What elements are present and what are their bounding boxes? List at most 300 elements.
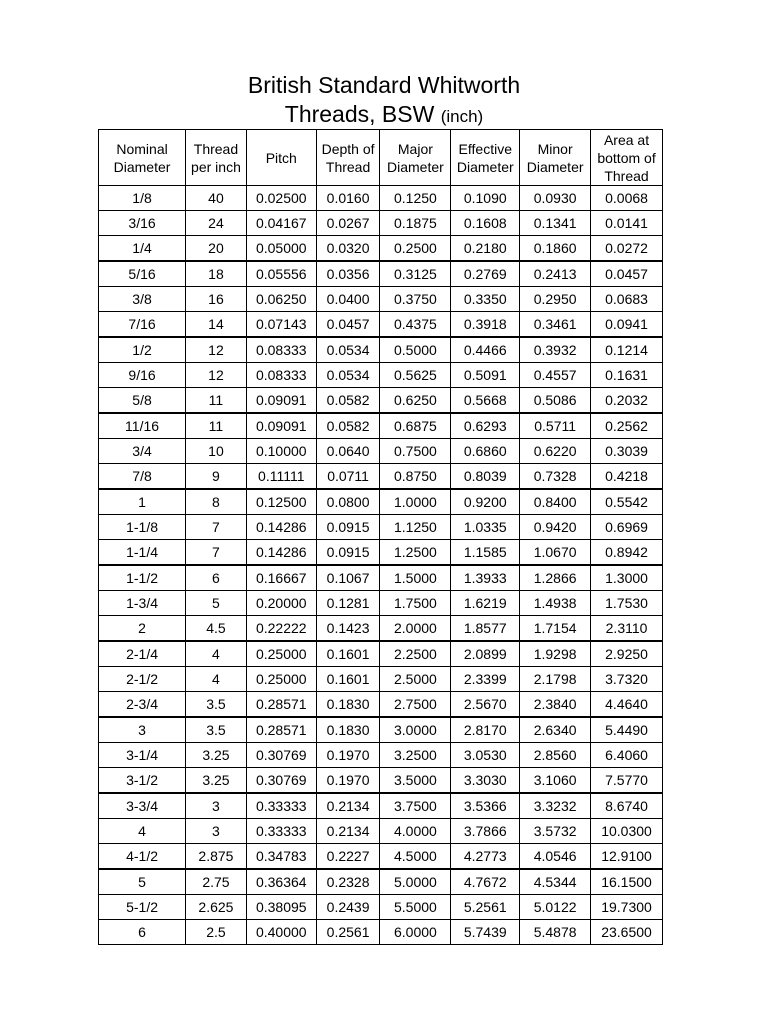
table-cell: 0.12500	[246, 489, 316, 515]
table-cell: 11	[186, 388, 247, 414]
table-row	[99, 768, 663, 794]
table-cell: 1.7500	[380, 591, 451, 616]
table-cell: 1.0335	[451, 515, 520, 540]
table-cell: 0.1250	[380, 186, 451, 211]
table-cell: 5.5000	[380, 895, 451, 920]
table-cell: 0.9420	[520, 515, 591, 540]
table-cell: 2.8170	[451, 717, 520, 743]
table-cell: 5.4490	[591, 717, 663, 743]
table-cell: 0.2500	[380, 236, 451, 262]
table-cell: 4.0000	[380, 819, 451, 844]
table-cell: 5/8	[99, 388, 186, 414]
table-cell: 1-1/4	[99, 540, 186, 566]
table-cell: 0.10000	[246, 439, 316, 464]
column-header-line: Nominal	[116, 140, 168, 157]
table-cell: 11	[186, 413, 247, 439]
table-cell: 3.3030	[451, 768, 520, 794]
table-cell: 4.5344	[520, 869, 591, 895]
table-cell: 1/8	[99, 186, 186, 211]
table-cell: 0.1875	[380, 211, 451, 236]
table-cell: 5-1/2	[99, 895, 186, 920]
table-cell: 0.14286	[246, 540, 316, 566]
table-cell: 12.9100	[591, 844, 663, 870]
table-cell: 1.0000	[380, 489, 451, 515]
table-cell: 0.8942	[591, 540, 663, 566]
table-cell: 0.1608	[451, 211, 520, 236]
table-cell: 0.0683	[591, 287, 663, 312]
table-cell: 1.6219	[451, 591, 520, 616]
table-cell: 2.8560	[520, 743, 591, 768]
title-line-1: British Standard Whitworth	[247, 72, 521, 98]
table-cell: 0.8400	[520, 489, 591, 515]
table-cell: 4	[186, 667, 247, 692]
table-cell: 0.4375	[380, 312, 451, 338]
table-cell: 24	[186, 211, 247, 236]
table-cell: 0.0272	[591, 236, 663, 262]
table-cell: 7/16	[99, 312, 186, 338]
table-cell: 0.8750	[380, 464, 451, 490]
table-cell: 7.5770	[591, 768, 663, 794]
table-cell: 0.0160	[316, 186, 380, 211]
table-cell: 1	[99, 489, 186, 515]
table-cell: 0.04167	[246, 211, 316, 236]
table-cell: 0.06250	[246, 287, 316, 312]
table-cell: 9/16	[99, 363, 186, 388]
table-cell: 3.0530	[451, 743, 520, 768]
table-cell: 1.4938	[520, 591, 591, 616]
table-cell: 0.4218	[591, 464, 663, 490]
table-cell: 2.0000	[380, 616, 451, 642]
table-cell: 2-3/4	[99, 692, 186, 718]
table-cell: 0.08333	[246, 337, 316, 363]
table-cell: 4.7672	[451, 869, 520, 895]
table-cell: 4.2773	[451, 844, 520, 870]
title-unit: (inch)	[440, 107, 484, 126]
table-cell: 0.0800	[316, 489, 380, 515]
table-cell: 0.6293	[451, 413, 520, 439]
table-row	[99, 337, 663, 363]
table-cell: 3	[186, 793, 247, 819]
table-row	[99, 540, 663, 566]
table-cell: 0.2769	[451, 261, 520, 287]
table-cell: 2.875	[186, 844, 247, 870]
table-row	[99, 489, 663, 515]
table-cell: 0.1090	[451, 186, 520, 211]
table-cell: 1.1250	[380, 515, 451, 540]
table-cell: 14	[186, 312, 247, 338]
table-cell: 20	[186, 236, 247, 262]
table-cell: 1.3933	[451, 565, 520, 591]
table-row	[99, 743, 663, 768]
table-cell: 0.5542	[591, 489, 663, 515]
table-cell: 0.0356	[316, 261, 380, 287]
table-row	[99, 439, 663, 464]
table-row	[99, 211, 663, 236]
table-cell: 0.0640	[316, 439, 380, 464]
table-cell: 0.1830	[316, 692, 380, 718]
table-cell: 1/2	[99, 337, 186, 363]
table-cell: 5.0000	[380, 869, 451, 895]
table-row	[99, 793, 663, 819]
column-header-line: Thread	[193, 140, 239, 157]
column-header	[591, 130, 663, 186]
column-header	[316, 130, 380, 186]
table-cell: 3-3/4	[99, 793, 186, 819]
column-header-line: Depth of	[321, 140, 375, 157]
table-cell: 0.9200	[451, 489, 520, 515]
table-cell: 0.40000	[246, 920, 316, 945]
table-cell: 0.4466	[451, 337, 520, 363]
table-cell: 6	[186, 565, 247, 591]
table-cell: 0.8039	[451, 464, 520, 490]
table-row	[99, 464, 663, 490]
table-cell: 3	[99, 717, 186, 743]
table-cell: 0.5711	[520, 413, 591, 439]
table-cell: 0.0915	[316, 540, 380, 566]
table-cell: 5.4878	[520, 920, 591, 945]
table-cell: 0.1970	[316, 743, 380, 768]
title-line-2: Threads, BSW	[284, 101, 435, 127]
table-cell: 0.1423	[316, 616, 380, 642]
table-cell: 0.28571	[246, 692, 316, 718]
table-row	[99, 869, 663, 895]
table-cell: 4	[186, 641, 247, 667]
table-body	[99, 186, 663, 945]
table-cell: 8.6740	[591, 793, 663, 819]
table-cell: 3/8	[99, 287, 186, 312]
table-cell: 0.30769	[246, 743, 316, 768]
table-cell: 0.1601	[316, 667, 380, 692]
column-header-line: Major	[397, 140, 433, 157]
table-cell: 16.1500	[591, 869, 663, 895]
column-header	[520, 130, 591, 186]
table-cell: 3/4	[99, 439, 186, 464]
table-cell: 3.1060	[520, 768, 591, 794]
table-cell: 4	[99, 819, 186, 844]
table-cell: 6.4060	[591, 743, 663, 768]
table-cell: 0.0267	[316, 211, 380, 236]
table-cell: 0.2439	[316, 895, 380, 920]
table-cell: 0.1830	[316, 717, 380, 743]
table-cell: 8	[186, 489, 247, 515]
table-cell: 0.2032	[591, 388, 663, 414]
table-cell: 0.3350	[451, 287, 520, 312]
table-row	[99, 363, 663, 388]
table-cell: 1.5000	[380, 565, 451, 591]
table-cell: 1/4	[99, 236, 186, 262]
table-cell: 0.2561	[316, 920, 380, 945]
table-cell: 7	[186, 515, 247, 540]
column-header-line: Diameter	[113, 158, 171, 175]
table-cell: 2.5	[186, 920, 247, 945]
table-cell: 12	[186, 363, 247, 388]
table-cell: 3/16	[99, 211, 186, 236]
table-cell: 0.5625	[380, 363, 451, 388]
table-cell: 1.2866	[520, 565, 591, 591]
table-cell: 0.0457	[591, 261, 663, 287]
table-cell: 3.7320	[591, 667, 663, 692]
table-cell: 12	[186, 337, 247, 363]
table-cell: 0.20000	[246, 591, 316, 616]
table-cell: 0.5086	[520, 388, 591, 414]
table-cell: 3.3232	[520, 793, 591, 819]
column-header	[246, 130, 316, 186]
page-title	[0, 71, 768, 99]
table-cell: 0.0915	[316, 515, 380, 540]
table-cell: 0.1067	[316, 565, 380, 591]
table-cell: 0.16667	[246, 565, 316, 591]
table-cell: 0.2180	[451, 236, 520, 262]
table-cell: 0.28571	[246, 717, 316, 743]
table-cell: 0.5000	[380, 337, 451, 363]
table-cell: 2.0899	[451, 641, 520, 667]
table-cell: 0.1601	[316, 641, 380, 667]
table-cell: 0.3461	[520, 312, 591, 338]
table-row	[99, 186, 663, 211]
table-cell: 0.0320	[316, 236, 380, 262]
table-cell: 0.0941	[591, 312, 663, 338]
column-header-line: Diameter	[526, 158, 584, 175]
table-row	[99, 920, 663, 945]
bsw-thread-table	[98, 129, 663, 945]
table-cell: 2.7500	[380, 692, 451, 718]
table-row	[99, 565, 663, 591]
table-cell: 4.0546	[520, 844, 591, 870]
table-cell: 0.6875	[380, 413, 451, 439]
table-cell: 0.0534	[316, 363, 380, 388]
table-cell: 2.1798	[520, 667, 591, 692]
table-cell: 0.3750	[380, 287, 451, 312]
table-cell: 0.2134	[316, 819, 380, 844]
table-cell: 6	[99, 920, 186, 945]
table-cell: 16	[186, 287, 247, 312]
table-cell: 2-1/4	[99, 641, 186, 667]
table-cell: 10	[186, 439, 247, 464]
column-header-line: Diameter	[387, 158, 444, 175]
table-row	[99, 413, 663, 439]
table-cell: 0.2227	[316, 844, 380, 870]
table-cell: 0.7328	[520, 464, 591, 490]
table-cell: 5.0122	[520, 895, 591, 920]
table-cell: 2.3110	[591, 616, 663, 642]
table-cell: 0.30769	[246, 768, 316, 794]
table-cell: 2.9250	[591, 641, 663, 667]
table-cell: 2.625	[186, 895, 247, 920]
table-cell: 1-1/8	[99, 515, 186, 540]
table-cell: 7	[186, 540, 247, 566]
table-cell: 0.2950	[520, 287, 591, 312]
table-row	[99, 895, 663, 920]
table-row	[99, 312, 663, 338]
table-cell: 9	[186, 464, 247, 490]
table-cell: 40	[186, 186, 247, 211]
column-header-line: Pitch	[265, 149, 297, 166]
table-cell: 2.2500	[380, 641, 451, 667]
table-cell: 1-3/4	[99, 591, 186, 616]
table-cell: 1.7530	[591, 591, 663, 616]
table-cell: 11/16	[99, 413, 186, 439]
table-cell: 2.5000	[380, 667, 451, 692]
table-row	[99, 819, 663, 844]
column-header	[186, 130, 247, 186]
table-cell: 3.5732	[520, 819, 591, 844]
table-cell: 2.3399	[451, 667, 520, 692]
table-cell: 0.0582	[316, 413, 380, 439]
table-cell: 3-1/2	[99, 768, 186, 794]
table-cell: 3.7866	[451, 819, 520, 844]
table-cell: 0.0534	[316, 337, 380, 363]
table-cell: 3.5	[186, 717, 247, 743]
table-cell: 18	[186, 261, 247, 287]
table-row	[99, 287, 663, 312]
table-cell: 5.2561	[451, 895, 520, 920]
table-cell: 1.1585	[451, 540, 520, 566]
table-row	[99, 667, 663, 692]
table-cell: 3.5366	[451, 793, 520, 819]
table-cell: 0.34783	[246, 844, 316, 870]
table-cell: 2.3840	[520, 692, 591, 718]
table-cell: 0.2562	[591, 413, 663, 439]
table-cell: 0.09091	[246, 388, 316, 414]
table-cell: 0.3125	[380, 261, 451, 287]
table-cell: 0.36364	[246, 869, 316, 895]
table-cell: 3.5000	[380, 768, 451, 794]
table-header-row	[99, 130, 663, 186]
table-row	[99, 261, 663, 287]
table-cell: 1.0670	[520, 540, 591, 566]
table-cell: 0.2413	[520, 261, 591, 287]
column-header-line: Effective	[458, 140, 512, 157]
table-cell: 0.25000	[246, 667, 316, 692]
table-cell: 0.6250	[380, 388, 451, 414]
table-row	[99, 236, 663, 262]
table-cell: 0.0711	[316, 464, 380, 490]
table-cell: 0.0930	[520, 186, 591, 211]
table-cell: 3	[186, 819, 247, 844]
table-cell: 23.6500	[591, 920, 663, 945]
table-cell: 5.7439	[451, 920, 520, 945]
table-cell: 0.11111	[246, 464, 316, 490]
column-header-line: Area at	[603, 131, 650, 148]
table-cell: 2.5670	[451, 692, 520, 718]
table-cell: 6.0000	[380, 920, 451, 945]
column-header	[451, 130, 520, 186]
table-row	[99, 591, 663, 616]
table-cell: 1-1/2	[99, 565, 186, 591]
table-cell: 0.3039	[591, 439, 663, 464]
table-cell: 1.8577	[451, 616, 520, 642]
table-cell: 5/16	[99, 261, 186, 287]
table-cell: 3.0000	[380, 717, 451, 743]
table-cell: 2.6340	[520, 717, 591, 743]
table-cell: 5	[186, 591, 247, 616]
table-cell: 0.6969	[591, 515, 663, 540]
table-cell: 1.3000	[591, 565, 663, 591]
table-cell: 2	[99, 616, 186, 642]
table-row	[99, 717, 663, 743]
table-cell: 0.22222	[246, 616, 316, 642]
table-cell: 3.25	[186, 743, 247, 768]
table-cell: 0.3918	[451, 312, 520, 338]
table-cell: 1.7154	[520, 616, 591, 642]
table-cell: 0.33333	[246, 793, 316, 819]
table-cell: 0.6220	[520, 439, 591, 464]
column-header-line: Diameter	[456, 158, 514, 175]
table-cell: 3.5	[186, 692, 247, 718]
table-cell: 0.0457	[316, 312, 380, 338]
table-cell: 4.5000	[380, 844, 451, 870]
table-cell: 0.1341	[520, 211, 591, 236]
table-cell: 0.08333	[246, 363, 316, 388]
table-cell: 0.4557	[520, 363, 591, 388]
column-header-line: bottom of	[597, 149, 656, 166]
table-cell: 0.0141	[591, 211, 663, 236]
table-cell: 10.0300	[591, 819, 663, 844]
table-cell: 2.75	[186, 869, 247, 895]
table-cell: 4.4640	[591, 692, 663, 718]
table-cell: 3.2500	[380, 743, 451, 768]
table-cell: 7/8	[99, 464, 186, 490]
table-row	[99, 641, 663, 667]
table-cell: 0.0068	[591, 186, 663, 211]
table-cell: 0.3932	[520, 337, 591, 363]
table-cell: 19.7300	[591, 895, 663, 920]
table-cell: 5	[99, 869, 186, 895]
column-header	[380, 130, 451, 186]
table-cell: 0.5091	[451, 363, 520, 388]
table-cell: 0.33333	[246, 819, 316, 844]
table-row	[99, 844, 663, 870]
table-cell: 1.9298	[520, 641, 591, 667]
table-cell: 4.5	[186, 616, 247, 642]
table-cell: 0.09091	[246, 413, 316, 439]
table-cell: 0.6860	[451, 439, 520, 464]
column-header-line: Thread	[325, 158, 371, 175]
column-header	[99, 130, 186, 186]
table-cell: 3.7500	[380, 793, 451, 819]
table-cell: 2-1/2	[99, 667, 186, 692]
table-cell: 0.2328	[316, 869, 380, 895]
table-cell: 0.0582	[316, 388, 380, 414]
table-row	[99, 692, 663, 718]
column-header-line: Thread	[604, 167, 649, 184]
table-row	[99, 515, 663, 540]
table-cell: 3-1/4	[99, 743, 186, 768]
table-cell: 0.1631	[591, 363, 663, 388]
table-cell: 4-1/2	[99, 844, 186, 870]
table-cell: 3.25	[186, 768, 247, 794]
table-cell: 0.07143	[246, 312, 316, 338]
table-cell: 0.0400	[316, 287, 380, 312]
column-header-line: Minor	[537, 140, 573, 157]
table-row	[99, 388, 663, 414]
table-cell: 0.38095	[246, 895, 316, 920]
table-cell: 0.1970	[316, 768, 380, 794]
table-cell: 0.02500	[246, 186, 316, 211]
column-header-line: per inch	[191, 158, 241, 175]
table-row	[99, 616, 663, 642]
table-cell: 0.1860	[520, 236, 591, 262]
table-cell: 0.5668	[451, 388, 520, 414]
table-cell: 0.25000	[246, 641, 316, 667]
table-cell: 0.05556	[246, 261, 316, 287]
table-cell: 0.7500	[380, 439, 451, 464]
table-cell: 1.2500	[380, 540, 451, 566]
table-cell: 0.14286	[246, 515, 316, 540]
table-cell: 0.2134	[316, 793, 380, 819]
page-subtitle	[0, 100, 768, 131]
table-cell: 0.1281	[316, 591, 380, 616]
